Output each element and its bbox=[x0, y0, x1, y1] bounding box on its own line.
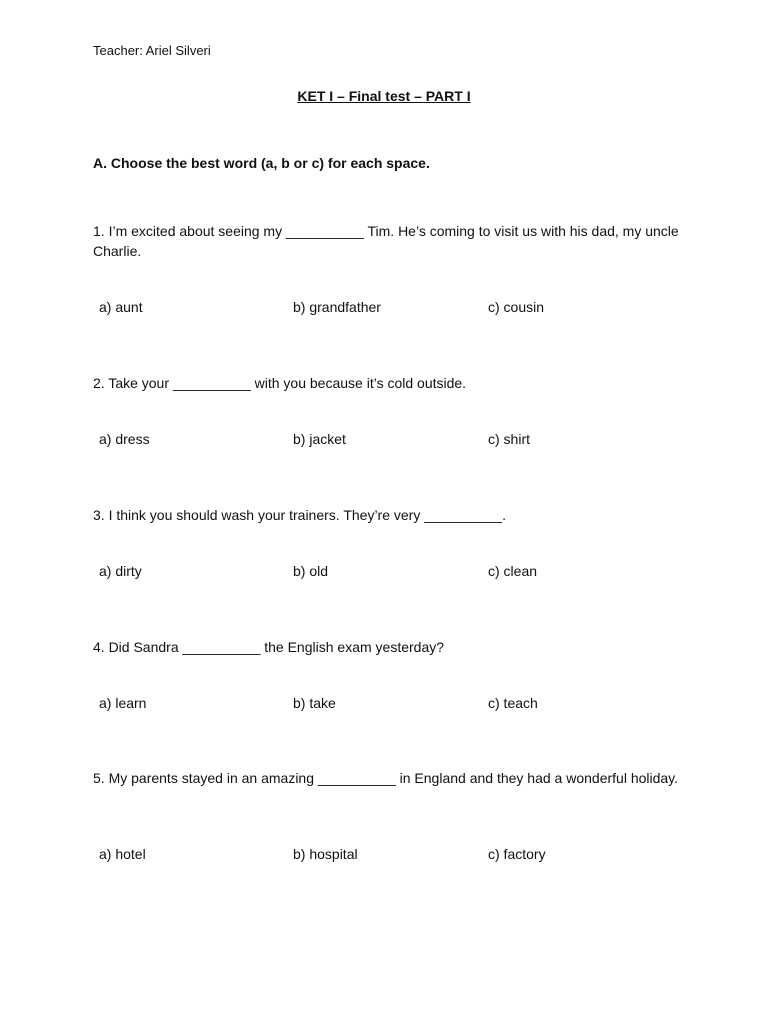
question-1-options bbox=[99, 299, 699, 319]
option-a: a) dirty bbox=[99, 563, 142, 579]
option-b: b) old bbox=[293, 563, 329, 579]
question-4-options bbox=[99, 695, 699, 715]
option-a: a) aunt bbox=[99, 299, 143, 315]
section-instruction: A. Choose the best word (a, b or c) for each space. bbox=[93, 155, 430, 171]
option-c: c) factory bbox=[488, 846, 546, 862]
option-c: c) shirt bbox=[488, 431, 530, 447]
question-1: 1. I’m excited about seeing my __________ Tim. He’s coming to visit us with his dad, my uncle Charlie. bbox=[93, 223, 679, 259]
question-5-options bbox=[99, 846, 699, 866]
question-4: 4. Did Sandra __________ the English exam yesterday? bbox=[93, 639, 445, 655]
option-c: c) cousin bbox=[488, 299, 545, 315]
question-2: 2. Take your __________ with you because it’s cold outside. bbox=[93, 375, 467, 391]
option-c: c) clean bbox=[488, 563, 538, 579]
option-a: a) dress bbox=[99, 431, 150, 447]
teacher-name: Teacher: Ariel Silveri bbox=[93, 43, 211, 58]
option-a: a) hotel bbox=[99, 846, 146, 862]
page-title: KET I – Final test – PART I bbox=[297, 88, 471, 104]
question-3: 3. I think you should wash your trainers. They’re very __________. bbox=[93, 507, 506, 523]
question-5: 5. My parents stayed in an amazing __________ in England and they had a wonderful holiday. bbox=[93, 770, 679, 786]
option-b: b) take bbox=[293, 695, 336, 711]
option-b: b) grandfather bbox=[293, 299, 381, 315]
option-c: c) teach bbox=[488, 695, 538, 711]
option-a: a) learn bbox=[99, 695, 147, 711]
question-3-options bbox=[99, 563, 699, 583]
option-b: b) jacket bbox=[293, 431, 346, 447]
option-b: b) hospital bbox=[293, 846, 358, 862]
question-2-options bbox=[99, 431, 699, 451]
